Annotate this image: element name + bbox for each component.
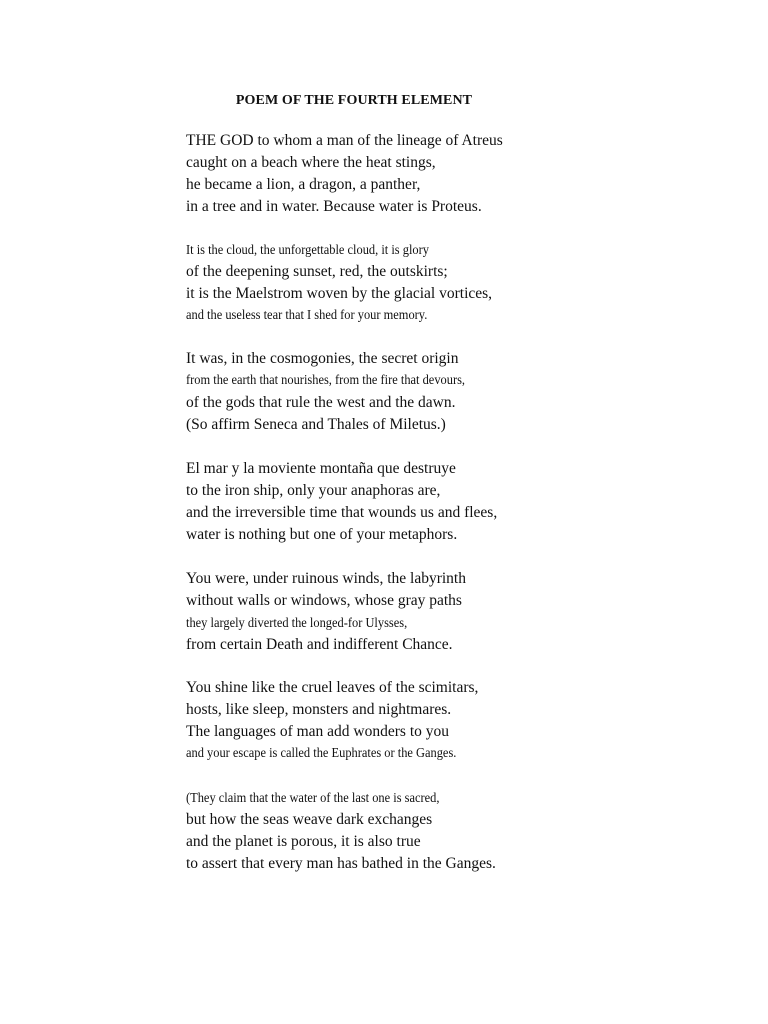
- poem-line: (They claim that the water of the last one is sacred,: [186, 790, 440, 805]
- poem-line: and the irreversible time that wounds us and flees,: [186, 504, 498, 521]
- poem-line: in a tree and in water. Because water is Proteus.: [186, 198, 482, 215]
- poem-line: and the planet is porous, it is also true: [186, 833, 421, 850]
- poem-line: and your escape is called the Euphrates or the Ganges.: [186, 745, 457, 760]
- poem-line: from the earth that nourishes, from the fire that devours,: [186, 372, 466, 387]
- poem-line: but how the seas weave dark exchanges: [186, 811, 433, 828]
- poem-line: and the useless tear that I shed for your memory.: [186, 307, 428, 322]
- poem-line: they largely diverted the longed-for Ulysses,: [186, 615, 408, 630]
- poem-line: You shine like the cruel leaves of the scimitars,: [186, 679, 479, 696]
- poem-line: to assert that every man has bathed in the Ganges.: [186, 855, 496, 872]
- poem-line: (So affirm Seneca and Thales of Miletus.): [186, 416, 446, 433]
- poem-line: It was, in the cosmogonies, the secret origin: [186, 350, 459, 367]
- poem-line: of the deepening sunset, red, the outskirts;: [186, 263, 448, 280]
- poem-title: POEM OF THE FOURTH ELEMENT: [235, 93, 473, 108]
- poem-line: water is nothing but one of your metaphors.: [186, 526, 458, 543]
- poem-line: it is the Maelstrom woven by the glacial vortices,: [186, 285, 493, 302]
- poem-line: The languages of man add wonders to you: [186, 723, 450, 740]
- poem-line: THE GOD to whom a man of the lineage of Atreus: [186, 132, 503, 149]
- poem-line: he became a lion, a dragon, a panther,: [186, 176, 421, 193]
- poem-line: It is the cloud, the unforgettable cloud, it is glory: [186, 242, 429, 257]
- poem-line: without walls or windows, whose gray paths: [186, 592, 462, 609]
- poem-line: You were, under ruinous winds, the labyrinth: [186, 570, 466, 587]
- poem-line: hosts, like sleep, monsters and nightmares.: [186, 701, 452, 718]
- poem-line: caught on a beach where the heat stings,: [186, 154, 436, 171]
- poem-line: El mar y la moviente montaña que destruye: [186, 460, 456, 477]
- poem-line: from certain Death and indifferent Chance.: [186, 636, 453, 653]
- poem-line: of the gods that rule the west and the dawn.: [186, 394, 456, 411]
- poem-line: to the iron ship, only your anaphoras are,: [186, 482, 441, 499]
